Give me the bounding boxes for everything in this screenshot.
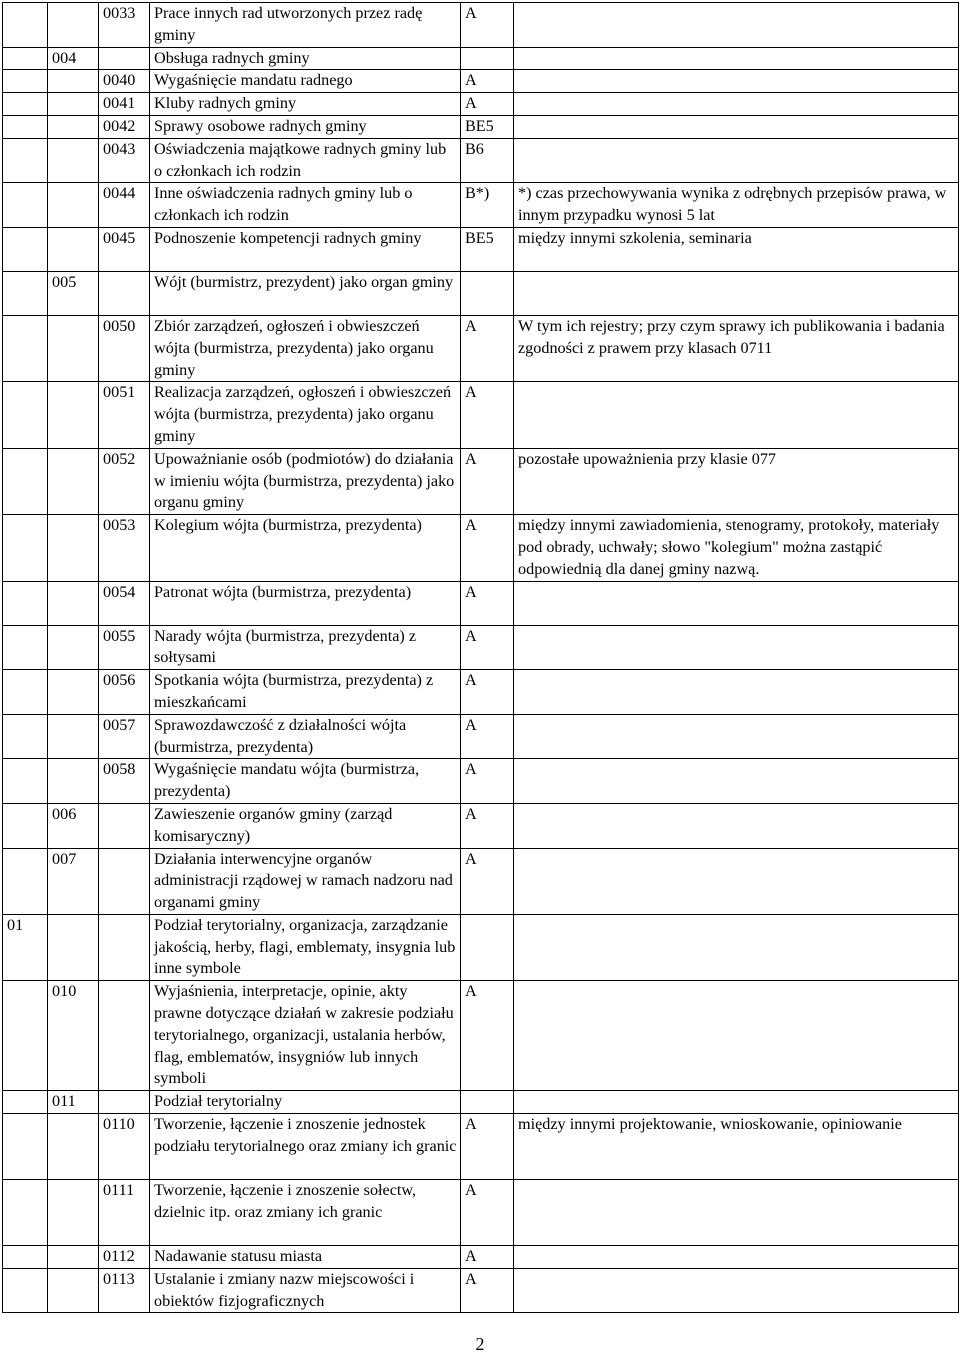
class-level-1-cell xyxy=(3,138,48,183)
class-title-cell: Realizacja zarządzeń, ogłoszeń i obwieszczeń wójta (burmistrza, prezydenta) jako organu gminy xyxy=(150,382,461,448)
class-title-cell: Podział terytorialny xyxy=(150,1091,461,1114)
class-level-3-cell: 0058 xyxy=(99,759,150,804)
remarks-cell xyxy=(514,914,959,980)
class-level-2-cell xyxy=(48,1114,99,1180)
class-title-cell: Kolegium wójta (burmistrza, prezydenta) xyxy=(150,515,461,581)
archive-category-cell: A xyxy=(461,670,514,715)
table-row xyxy=(3,914,959,980)
class-title-cell: Podnoszenie kompetencji radnych gminy xyxy=(150,227,461,271)
class-level-1-cell xyxy=(3,803,48,848)
class-title-cell: Kluby radnych gminy xyxy=(150,93,461,116)
class-level-2-cell xyxy=(48,3,99,48)
remarks-cell xyxy=(514,670,959,715)
table-row xyxy=(3,382,959,448)
class-level-3-cell: 0050 xyxy=(99,315,150,381)
class-level-1-cell xyxy=(3,3,48,48)
class-level-1-cell xyxy=(3,1114,48,1180)
remarks-cell xyxy=(514,271,959,315)
class-level-1-cell xyxy=(3,115,48,138)
class-title-cell: Podział terytorialny, organizacja, zarządzanie jakością, herby, flagi, emblematy, insygnia lub inne symbole xyxy=(150,914,461,980)
remarks-cell xyxy=(514,115,959,138)
archive-category-cell: BE5 xyxy=(461,227,514,271)
class-level-2-cell xyxy=(48,914,99,980)
class-level-2-cell xyxy=(48,315,99,381)
remarks-cell xyxy=(514,1091,959,1114)
table-row xyxy=(3,70,959,93)
class-level-3-cell: 0052 xyxy=(99,448,150,514)
archive-category-cell: A xyxy=(461,382,514,448)
class-title-cell: Sprawy osobowe radnych gminy xyxy=(150,115,461,138)
class-level-1-cell xyxy=(3,1180,48,1246)
class-level-1-cell xyxy=(3,448,48,514)
remarks-cell xyxy=(514,759,959,804)
table-row xyxy=(3,670,959,715)
class-level-2-cell xyxy=(48,70,99,93)
class-level-1-cell xyxy=(3,47,48,70)
archive-category-cell: A xyxy=(461,981,514,1091)
archive-category-cell: A xyxy=(461,448,514,514)
remarks-cell xyxy=(514,1180,959,1246)
archive-category-cell: A xyxy=(461,581,514,625)
class-level-2-cell xyxy=(48,625,99,670)
table-row xyxy=(3,227,959,271)
remarks-cell xyxy=(514,625,959,670)
class-level-3-cell: 0051 xyxy=(99,382,150,448)
archive-category-cell: A xyxy=(461,1180,514,1246)
remarks-cell xyxy=(514,70,959,93)
class-level-3-cell: 0042 xyxy=(99,115,150,138)
class-level-3-cell: 0044 xyxy=(99,183,150,228)
class-level-1-cell xyxy=(3,759,48,804)
class-level-3-cell: 0055 xyxy=(99,625,150,670)
remarks-cell: między innymi zawiadomienia, stenogramy, protokoły, materiały pod obrady, uchwały; słowo "kolegium" można zastąpić odpowiednią dla danej gminy nazwą. xyxy=(514,515,959,581)
class-level-3-cell: 0110 xyxy=(99,1114,150,1180)
table-row xyxy=(3,271,959,315)
table-row xyxy=(3,981,959,1091)
table-row xyxy=(3,581,959,625)
class-level-1-cell xyxy=(3,625,48,670)
remarks-cell xyxy=(514,1246,959,1269)
archive-category-cell xyxy=(461,1091,514,1114)
class-title-cell: Tworzenie, łączenie i znoszenie jednostek podziału terytorialnego oraz zmiany ich granic xyxy=(150,1114,461,1180)
remarks-cell: między innymi szkolenia, seminaria xyxy=(514,227,959,271)
archive-category-cell: A xyxy=(461,70,514,93)
table-row xyxy=(3,1246,959,1269)
class-title-cell: Upoważnianie osób (podmiotów) do działania w imieniu wójta (burmistrza, prezydenta) jako organu gminy xyxy=(150,448,461,514)
class-level-2-cell: 007 xyxy=(48,848,99,914)
archive-category-cell: A xyxy=(461,714,514,759)
classification-table-body xyxy=(3,3,959,1313)
remarks-cell: między innymi projektowanie, wnioskowanie, opiniowanie xyxy=(514,1114,959,1180)
class-level-3-cell: 0057 xyxy=(99,714,150,759)
class-level-1-cell xyxy=(3,1091,48,1114)
table-row xyxy=(3,448,959,514)
class-level-3-cell: 0113 xyxy=(99,1268,150,1313)
class-level-3-cell: 0040 xyxy=(99,70,150,93)
archive-category-cell: BE5 xyxy=(461,115,514,138)
class-level-1-cell xyxy=(3,1246,48,1269)
class-level-1-cell xyxy=(3,382,48,448)
class-level-1-cell xyxy=(3,70,48,93)
class-level-1-cell xyxy=(3,227,48,271)
archive-category-cell xyxy=(461,271,514,315)
class-level-3-cell xyxy=(99,981,150,1091)
table-row xyxy=(3,759,959,804)
class-level-2-cell xyxy=(48,1246,99,1269)
class-level-2-cell xyxy=(48,670,99,715)
class-level-3-cell: 0053 xyxy=(99,515,150,581)
table-row xyxy=(3,47,959,70)
page-number: 2 xyxy=(475,1334,485,1354)
archive-category-cell: A xyxy=(461,848,514,914)
table-row xyxy=(3,183,959,228)
archive-category-cell: A xyxy=(461,1246,514,1269)
table-row xyxy=(3,1114,959,1180)
table-row xyxy=(3,1091,959,1114)
class-level-2-cell: 006 xyxy=(48,803,99,848)
remarks-cell xyxy=(514,382,959,448)
class-level-2-cell xyxy=(48,581,99,625)
table-row xyxy=(3,1180,959,1246)
class-title-cell: Ustalanie i zmiany nazw miejscowości i obiektów fizjograficznych xyxy=(150,1268,461,1313)
table-row xyxy=(3,115,959,138)
classification-table xyxy=(2,2,959,1313)
archive-category-cell: A xyxy=(461,515,514,581)
class-level-2-cell: 010 xyxy=(48,981,99,1091)
class-level-3-cell: 0045 xyxy=(99,227,150,271)
remarks-cell xyxy=(514,93,959,116)
archive-category-cell: B*) xyxy=(461,183,514,228)
class-level-1-cell xyxy=(3,183,48,228)
class-title-cell: Zawieszenie organów gminy (zarząd komisaryczny) xyxy=(150,803,461,848)
class-title-cell: Zbiór zarządzeń, ogłoszeń i obwieszczeń wójta (burmistrza, prezydenta) jako organu gminy xyxy=(150,315,461,381)
class-level-3-cell: 0041 xyxy=(99,93,150,116)
archive-category-cell: A xyxy=(461,3,514,48)
class-level-2-cell xyxy=(48,759,99,804)
table-row xyxy=(3,803,959,848)
class-level-1-cell xyxy=(3,714,48,759)
remarks-cell: pozostałe upoważnienia przy klasie 077 xyxy=(514,448,959,514)
class-level-3-cell: 0056 xyxy=(99,670,150,715)
class-level-1-cell xyxy=(3,848,48,914)
class-level-2-cell: 005 xyxy=(48,271,99,315)
remarks-cell: *) czas przechowywania wynika z odrębnych przepisów prawa, w innym przypadku wynosi 5 lat xyxy=(514,183,959,228)
class-level-3-cell xyxy=(99,914,150,980)
remarks-cell xyxy=(514,848,959,914)
class-level-1-cell xyxy=(3,515,48,581)
class-title-cell: Wyjaśnienia, interpretacje, opinie, akty prawne dotyczące działań w zakresie podziału terytorialnego, organizacji, ustalania herbów, flag, emblematów, insygniów lub innych symboli xyxy=(150,981,461,1091)
class-level-1-cell: 01 xyxy=(3,914,48,980)
class-level-3-cell xyxy=(99,803,150,848)
class-level-2-cell xyxy=(48,1180,99,1246)
archive-category-cell: A xyxy=(461,803,514,848)
class-title-cell: Patronat wójta (burmistrza, prezydenta) xyxy=(150,581,461,625)
class-level-1-cell xyxy=(3,581,48,625)
table-row xyxy=(3,515,959,581)
class-title-cell: Spotkania wójta (burmistrza, prezydenta) z mieszkańcami xyxy=(150,670,461,715)
class-level-1-cell xyxy=(3,93,48,116)
class-level-1-cell xyxy=(3,315,48,381)
remarks-cell: W tym ich rejestry; przy czym sprawy ich publikowania i badania zgodności z prawem przy klasach 0711 xyxy=(514,315,959,381)
archive-category-cell: A xyxy=(461,625,514,670)
remarks-cell xyxy=(514,581,959,625)
archive-category-cell: A xyxy=(461,759,514,804)
class-level-2-cell xyxy=(48,1268,99,1313)
remarks-cell xyxy=(514,47,959,70)
class-title-cell: Tworzenie, łączenie i znoszenie sołectw, dzielnic itp. oraz zmiany ich granic xyxy=(150,1180,461,1246)
table-row xyxy=(3,93,959,116)
class-title-cell: Prace innych rad utworzonych przez radę gminy xyxy=(150,3,461,48)
table-row xyxy=(3,315,959,381)
class-title-cell: Wygaśnięcie mandatu wójta (burmistrza, prezydenta) xyxy=(150,759,461,804)
class-level-1-cell xyxy=(3,1268,48,1313)
class-level-2-cell xyxy=(48,138,99,183)
class-level-3-cell: 0033 xyxy=(99,3,150,48)
class-level-2-cell xyxy=(48,115,99,138)
remarks-cell xyxy=(514,1268,959,1313)
remarks-cell xyxy=(514,803,959,848)
class-level-3-cell: 0111 xyxy=(99,1180,150,1246)
class-level-2-cell xyxy=(48,515,99,581)
class-level-3-cell: 0054 xyxy=(99,581,150,625)
table-row xyxy=(3,625,959,670)
table-row xyxy=(3,714,959,759)
remarks-cell xyxy=(514,138,959,183)
class-level-2-cell xyxy=(48,714,99,759)
class-level-2-cell xyxy=(48,93,99,116)
class-title-cell: Obsługa radnych gminy xyxy=(150,47,461,70)
table-row xyxy=(3,3,959,48)
archive-category-cell: A xyxy=(461,93,514,116)
class-level-3-cell xyxy=(99,848,150,914)
archive-category-cell: A xyxy=(461,1114,514,1180)
class-level-3-cell xyxy=(99,271,150,315)
remarks-cell xyxy=(514,3,959,48)
class-level-2-cell xyxy=(48,382,99,448)
class-level-2-cell xyxy=(48,227,99,271)
class-level-1-cell xyxy=(3,271,48,315)
remarks-cell xyxy=(514,981,959,1091)
table-row xyxy=(3,848,959,914)
class-level-2-cell xyxy=(48,183,99,228)
archive-category-cell: A xyxy=(461,1268,514,1313)
class-title-cell: Działania interwencyjne organów administracji rządowej w ramach nadzoru nad organami gminy xyxy=(150,848,461,914)
class-level-2-cell xyxy=(48,448,99,514)
class-level-3-cell: 0112 xyxy=(99,1246,150,1269)
remarks-cell xyxy=(514,714,959,759)
class-level-3-cell xyxy=(99,47,150,70)
class-title-cell: Nadawanie statusu miasta xyxy=(150,1246,461,1269)
class-title-cell: Wygaśnięcie mandatu radnego xyxy=(150,70,461,93)
archive-category-cell xyxy=(461,914,514,980)
class-level-1-cell xyxy=(3,670,48,715)
class-title-cell: Wójt (burmistrz, prezydent) jako organ gminy xyxy=(150,271,461,315)
class-title-cell: Sprawozdawczość z działalności wójta (burmistrza, prezydenta) xyxy=(150,714,461,759)
class-title-cell: Narady wójta (burmistrza, prezydenta) z sołtysami xyxy=(150,625,461,670)
class-title-cell: Inne oświadczenia radnych gminy lub o członkach ich rodzin xyxy=(150,183,461,228)
class-level-2-cell: 011 xyxy=(48,1091,99,1114)
archive-category-cell: B6 xyxy=(461,138,514,183)
archive-category-cell: A xyxy=(461,315,514,381)
class-level-2-cell: 004 xyxy=(48,47,99,70)
class-title-cell: Oświadczenia majątkowe radnych gminy lub o członkach ich rodzin xyxy=(150,138,461,183)
class-level-1-cell xyxy=(3,981,48,1091)
class-level-3-cell: 0043 xyxy=(99,138,150,183)
table-row xyxy=(3,1268,959,1313)
archive-category-cell xyxy=(461,47,514,70)
class-level-3-cell xyxy=(99,1091,150,1114)
table-row xyxy=(3,138,959,183)
